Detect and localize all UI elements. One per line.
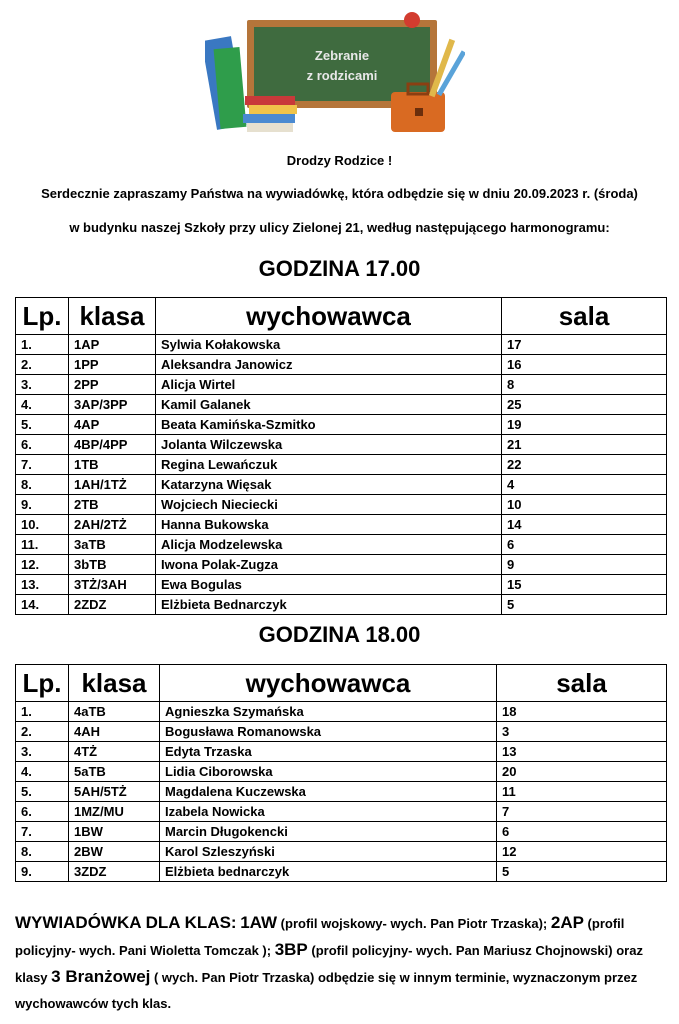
- table-row: [16, 375, 667, 395]
- footer-note: [15, 910, 665, 1017]
- cell-klasa: 5aTB: [69, 762, 160, 782]
- cell-lp: 6.: [16, 802, 69, 822]
- table-row: [16, 782, 667, 802]
- cell-sala: 5: [497, 862, 667, 882]
- cell-klasa: 2BW: [69, 842, 160, 862]
- table-row: [16, 862, 667, 882]
- cell-lp: 8.: [16, 842, 69, 862]
- cell-wychowawca: Aleksandra Janowicz: [156, 355, 502, 375]
- table-row: [16, 355, 667, 375]
- footer-class-2: 2AP: [550, 913, 584, 932]
- cell-sala: 12: [497, 842, 667, 862]
- cell-sala: 3: [497, 722, 667, 742]
- footer-class-4: 3 Branżowej: [51, 967, 151, 986]
- cell-sala: 16: [502, 355, 667, 375]
- cell-klasa: 3aTB: [69, 535, 156, 555]
- table-row: [16, 335, 667, 355]
- cell-lp: 9.: [16, 495, 69, 515]
- cell-wychowawca: Lidia Ciborowska: [160, 762, 497, 782]
- cell-lp: 2.: [16, 355, 69, 375]
- cell-lp: 3.: [16, 742, 69, 762]
- cell-wychowawca: Katarzyna Więsak: [156, 475, 502, 495]
- footer-lead: WYWIADÓWKA DLA KLAS:: [15, 913, 237, 932]
- cell-wychowawca: Beata Kamińska-Szmitko: [156, 415, 502, 435]
- session-2-title: GODZINA 18.00: [258, 622, 421, 647]
- table-row: [16, 802, 667, 822]
- cell-lp: 6.: [16, 435, 69, 455]
- cell-lp: 1.: [16, 702, 69, 722]
- cell-wychowawca: Bogusława Romanowska: [160, 722, 497, 742]
- cell-lp: 13.: [16, 575, 69, 595]
- cell-sala: 7: [497, 802, 667, 822]
- table-row: [16, 842, 667, 862]
- table-row: [16, 595, 667, 615]
- cell-klasa: 1BW: [69, 822, 160, 842]
- cell-klasa: 4AH: [69, 722, 160, 742]
- table-row: [16, 395, 667, 415]
- footer-text-2: (profil policyjny- wych. Pani Wioletta Tomczak );: [15, 916, 625, 958]
- table-row: [16, 515, 667, 535]
- cell-sala: 10: [502, 495, 667, 515]
- intro-line-2: w budynku naszej Szkoły przy ulicy Zielonej 21, według następującego harmonogramu:: [69, 220, 610, 235]
- header-klasa: klasa: [69, 298, 156, 335]
- cell-sala: 21: [502, 435, 667, 455]
- cell-sala: 17: [502, 335, 667, 355]
- footer-class-3: 3BP: [274, 940, 308, 959]
- cell-lp: 7.: [16, 822, 69, 842]
- cell-sala: 20: [497, 762, 667, 782]
- header-lp: Lp.: [16, 665, 69, 702]
- cell-lp: 4.: [16, 395, 69, 415]
- cell-klasa: 5AH/5TŻ: [69, 782, 160, 802]
- cell-lp: 5.: [16, 782, 69, 802]
- cell-lp: 14.: [16, 595, 69, 615]
- cell-wychowawca: Wojciech Nieciecki: [156, 495, 502, 515]
- cell-lp: 10.: [16, 515, 69, 535]
- table-row: [16, 435, 667, 455]
- header-lp: Lp.: [16, 298, 69, 335]
- cell-wychowawca: Elżbieta bednarczyk: [160, 862, 497, 882]
- cell-wychowawca: Jolanta Wilczewska: [156, 435, 502, 455]
- cell-lp: 5.: [16, 415, 69, 435]
- cell-wychowawca: Edyta Trzaska: [160, 742, 497, 762]
- cell-lp: 1.: [16, 335, 69, 355]
- board-text-2: z rodzicami: [306, 68, 378, 83]
- table-header-row: [16, 298, 667, 335]
- cell-klasa: 2ZDZ: [69, 595, 156, 615]
- cell-wychowawca: Izabela Nowicka: [160, 802, 497, 822]
- table-row: [16, 575, 667, 595]
- cell-lp: 2.: [16, 722, 69, 742]
- schedule-table-17: [15, 297, 667, 615]
- cell-sala: 22: [502, 455, 667, 475]
- table-row: [16, 475, 667, 495]
- cell-sala: 11: [497, 782, 667, 802]
- cell-wychowawca: Alicja Wirtel: [156, 375, 502, 395]
- table-row: [16, 495, 667, 515]
- header-sala: sala: [497, 665, 667, 702]
- cell-wychowawca: Agnieszka Szymańska: [160, 702, 497, 722]
- cell-klasa: 4TŻ: [69, 742, 160, 762]
- cell-klasa: 4BP/4PP: [69, 435, 156, 455]
- cell-sala: 8: [502, 375, 667, 395]
- cell-lp: 8.: [16, 475, 69, 495]
- cell-wychowawca: Magdalena Kuczewska: [160, 782, 497, 802]
- table-row: [16, 742, 667, 762]
- cell-lp: 7.: [16, 455, 69, 475]
- cell-sala: 6: [502, 535, 667, 555]
- table-row: [16, 702, 667, 722]
- cell-sala: 14: [502, 515, 667, 535]
- cell-sala: 5: [502, 595, 667, 615]
- cell-lp: 3.: [16, 375, 69, 395]
- cell-klasa: 3bTB: [69, 555, 156, 575]
- intro-line-1: Serdecznie zapraszamy Państwa na wywiadówkę, która odbędzie się w dniu 20.09.2023 r. (środa): [41, 186, 638, 201]
- cell-klasa: 3TŻ/3AH: [69, 575, 156, 595]
- cell-sala: 4: [502, 475, 667, 495]
- table-header-row: [16, 665, 667, 702]
- cell-sala: 15: [502, 575, 667, 595]
- schedule-table-18: [15, 664, 667, 882]
- cell-lp: 9.: [16, 862, 69, 882]
- cell-klasa: 4AP: [69, 415, 156, 435]
- session-1-title: GODZINA 17.00: [258, 256, 421, 281]
- cell-klasa: 1PP: [69, 355, 156, 375]
- cell-sala: 13: [497, 742, 667, 762]
- cell-klasa: 1TB: [69, 455, 156, 475]
- cell-klasa: 2AH/2TŻ: [69, 515, 156, 535]
- cell-klasa: 3ZDZ: [69, 862, 160, 882]
- cell-wychowawca: Marcin Długokencki: [160, 822, 497, 842]
- cell-klasa: 2PP: [69, 375, 156, 395]
- cell-sala: 18: [497, 702, 667, 722]
- cell-sala: 6: [497, 822, 667, 842]
- table-row: [16, 722, 667, 742]
- cell-sala: 9: [502, 555, 667, 575]
- cell-klasa: 1MZ/MU: [69, 802, 160, 822]
- cell-wychowawca: Sylwia Kołakowska: [156, 335, 502, 355]
- cell-wychowawca: Karol Szleszyński: [160, 842, 497, 862]
- header-wychowawca: wychowawca: [160, 665, 497, 702]
- cell-klasa: 1AP: [69, 335, 156, 355]
- table-row: [16, 762, 667, 782]
- header-klasa: klasa: [69, 665, 160, 702]
- footer-text-4: ( wych. Pan Piotr Trzaska) odbędzie się w innym terminie, wyznaczonym przez wychowawców tych klas.: [15, 970, 638, 1011]
- cell-wychowawca: Ewa Bogulas: [156, 575, 502, 595]
- cell-lp: 4.: [16, 762, 69, 782]
- cell-klasa: 1AH/1TŻ: [69, 475, 156, 495]
- cell-lp: 12.: [16, 555, 69, 575]
- cell-wychowawca: Hanna Bukowska: [156, 515, 502, 535]
- footer-class-1: 1AW: [240, 913, 278, 932]
- table-row: [16, 555, 667, 575]
- cell-wychowawca: Iwona Polak-Zugza: [156, 555, 502, 575]
- cell-klasa: 3AP/3PP: [69, 395, 156, 415]
- footer-text-3: (profil policyjny- wych. Pan Mariusz Chojnowski) oraz klasy: [15, 943, 643, 985]
- cell-wychowawca: Elżbieta Bednarczyk: [156, 595, 502, 615]
- table-row: [16, 415, 667, 435]
- cell-wychowawca: Alicja Modzelewska: [156, 535, 502, 555]
- cell-sala: 25: [502, 395, 667, 415]
- cell-lp: 11.: [16, 535, 69, 555]
- greeting: Drodzy Rodzice !: [286, 153, 393, 168]
- header-illustration: [205, 8, 465, 138]
- header-sala: sala: [502, 298, 667, 335]
- footer-text-1: (profil wojskowy- wych. Pan Piotr Trzaska);: [277, 916, 548, 931]
- table-row: [16, 535, 667, 555]
- table-row: [16, 455, 667, 475]
- cell-sala: 19: [502, 415, 667, 435]
- cell-wychowawca: Kamil Galanek: [156, 395, 502, 415]
- table-row: [16, 822, 667, 842]
- header-wychowawca: wychowawca: [156, 298, 502, 335]
- board-text-1: Zebranie: [314, 48, 370, 63]
- cell-klasa: 4aTB: [69, 702, 160, 722]
- cell-klasa: 2TB: [69, 495, 156, 515]
- cell-wychowawca: Regina Lewańczuk: [156, 455, 502, 475]
